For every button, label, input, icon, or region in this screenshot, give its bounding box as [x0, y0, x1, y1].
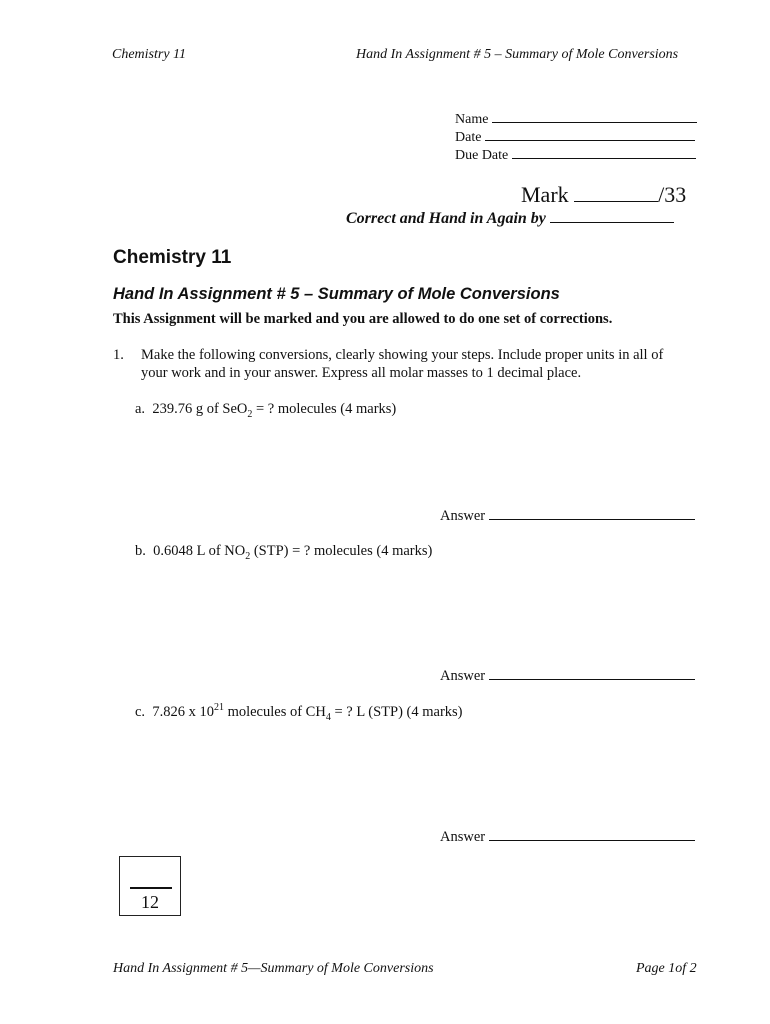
part-c-sub: 4 [325, 711, 331, 723]
answer-c-blank[interactable] [489, 840, 695, 841]
question-line-1: Make the following conversions, clearly showing your steps. Include proper units in all of [141, 347, 664, 363]
due-date-blank[interactable] [512, 158, 696, 159]
mark-label: Mark [521, 182, 569, 207]
correct-again-label: Correct and Hand in Again by [346, 210, 546, 227]
date-blank[interactable] [485, 140, 695, 141]
name-label: Name [455, 112, 489, 127]
part-a-post: = ? molecules (4 marks) [252, 401, 397, 417]
answer-b-blank[interactable] [489, 679, 695, 680]
due-date-field[interactable] [455, 147, 696, 165]
question-number: 1. [113, 347, 124, 363]
instructions: This Assignment will be marked and you are allowed to do one set of corrections. [113, 311, 613, 327]
part-c-mid: molecules of CH [223, 704, 326, 720]
part-b-pre: 0.6048 L of NO [153, 543, 246, 559]
part-c-sup: 21 [213, 702, 224, 714]
answer-b[interactable] [440, 667, 695, 685]
due-date-label: Due Date [455, 148, 509, 163]
page-title: Chemistry 11 [113, 247, 232, 268]
part-a-pre: 239.76 g of SeO [152, 401, 248, 417]
part-b-post: (STP) = ? molecules (4 marks) [250, 543, 433, 559]
part-b-sub: 2 [245, 550, 251, 562]
name-blank[interactable] [492, 122, 697, 123]
header-right: Hand In Assignment # 5 – Summary of Mole Conversions [356, 47, 679, 62]
footer-left: Hand In Assignment # 5—Summary of Mole Conversions [113, 961, 434, 976]
name-field[interactable] [455, 111, 697, 129]
mark-blank[interactable] [574, 201, 658, 202]
answer-c[interactable] [440, 828, 695, 846]
answer-a-blank[interactable] [489, 519, 695, 520]
correct-again-blank[interactable] [550, 222, 674, 223]
answer-b-label: Answer [440, 668, 486, 684]
part-a [135, 400, 396, 418]
score-box [119, 856, 181, 916]
date-field[interactable] [455, 129, 695, 147]
part-c [135, 703, 463, 721]
part-b [135, 542, 432, 560]
correct-again-field [346, 209, 674, 229]
score-total: 12 [141, 892, 159, 912]
question-line-2: your work and in your answer. Express all molar masses to 1 decimal place. [141, 365, 582, 381]
part-c-pre: 7.826 x 10 [152, 704, 214, 720]
page-subtitle: Hand In Assignment # 5 – Summary of Mole Conversions [113, 285, 560, 303]
part-b-letter: b. [135, 543, 146, 559]
footer-right: Page 1of 2 [636, 961, 697, 976]
mark-total: /33 [658, 182, 687, 207]
part-c-letter: c. [135, 704, 146, 720]
header-left: Chemistry 11 [112, 47, 187, 62]
score-blank-line[interactable] [130, 887, 172, 889]
date-label: Date [455, 130, 482, 145]
answer-c-label: Answer [440, 829, 486, 845]
part-a-sub: 2 [247, 408, 253, 420]
part-c-post: = ? L (STP) (4 marks) [330, 704, 463, 720]
part-a-letter: a. [135, 401, 146, 417]
answer-a-label: Answer [440, 508, 486, 524]
mark-field [521, 182, 686, 208]
answer-a[interactable] [440, 507, 695, 525]
